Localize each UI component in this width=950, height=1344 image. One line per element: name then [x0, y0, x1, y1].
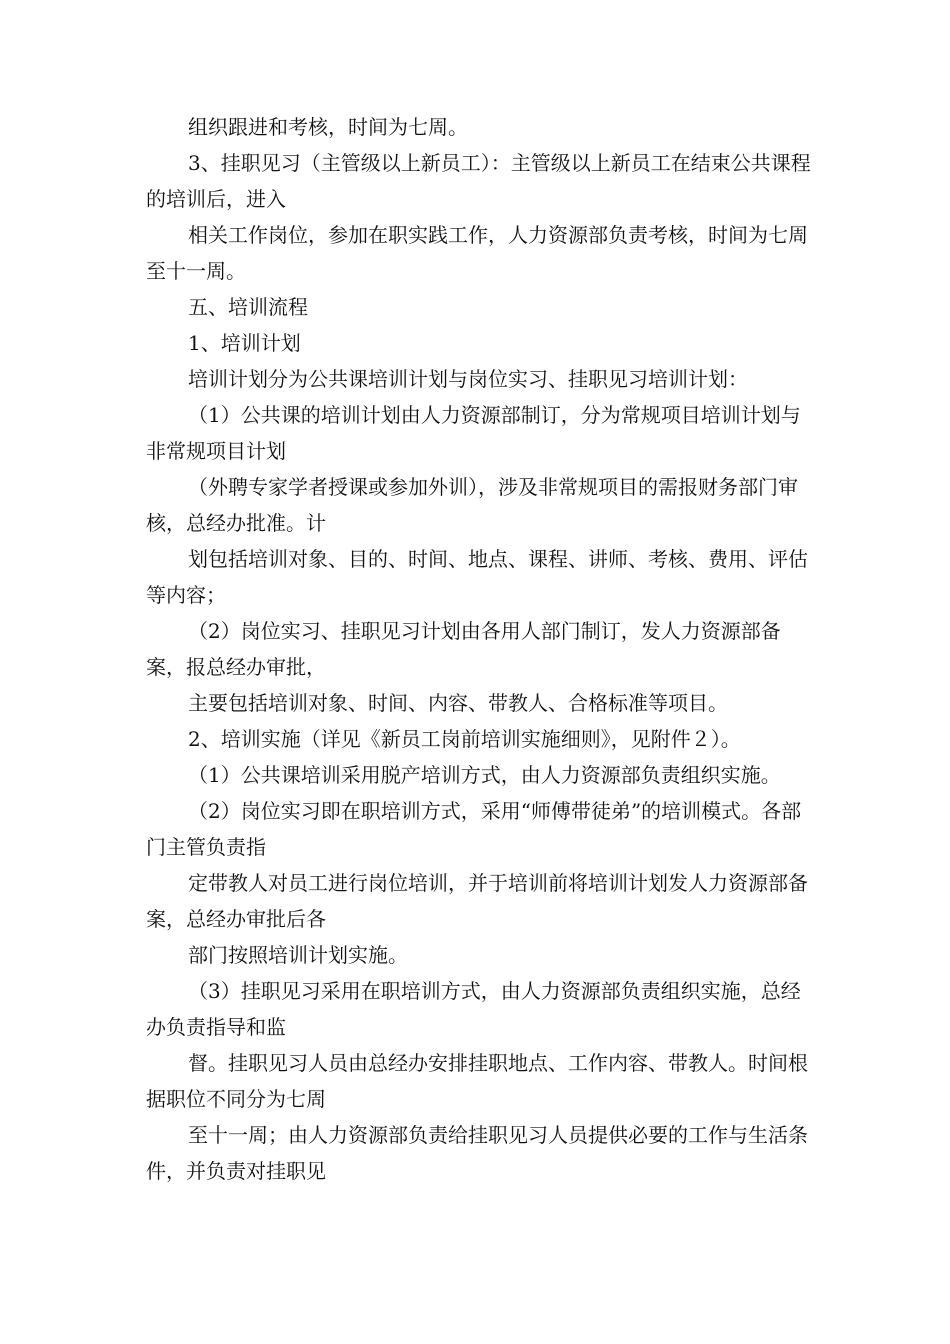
paragraph: （1）公共课的培训计划由人力资源部制订，分为常规项目培训计划与非常规项目计划 — [146, 403, 801, 463]
paragraph: 3、挂职见习（主管级以上新员工）：主管级以上新员工在结束公共课程的培训后，进入 — [146, 151, 811, 211]
paragraph: （2）岗位实习即在职培训方式，采用“师傅带徒弟”的培训模式。各部门主管负责指 — [146, 799, 802, 859]
body-text — [146, 109, 816, 1189]
paragraph: 至十一周；由人力资源部负责给挂职见习人员提供必要的工作与生活条件，并负责对挂职见 — [146, 1123, 808, 1183]
paragraph: （3）挂职见习采用在职培训方式，由人力资源部负责组织实施，总经办负责指导和监 — [146, 979, 801, 1039]
paragraph: （外聘专家学者授课或参加外训），涉及非常规项目的需报财务部门审核，总经办批准。计 — [146, 475, 798, 535]
subsection-heading: 2、培训实施（详见《新员工岗前培训实施细则》，见附件２）。 — [188, 727, 741, 751]
paragraph: 部门按照培训计划实施。 — [188, 943, 408, 967]
section-heading: 五、培训流程 — [188, 295, 308, 319]
paragraph: 督。挂职见习人员由总经办安排挂职地点、工作内容、带教人。时间根据职位不同分为七周 — [146, 1051, 808, 1111]
paragraph: （1）公共课培训采用脱产培训方式，由人力资源部负责组织实施。 — [188, 763, 781, 787]
paragraph: 主要包括培训对象、时间、内容、带教人、合格标准等项目。 — [188, 691, 728, 715]
paragraph: 定带教人对员工进行岗位培训，并于培训前将培训计划发人力资源部备案，总经办审批后各 — [146, 871, 808, 931]
paragraph: 组织跟进和考核，时间为七周。 — [188, 115, 468, 139]
paragraph: 相关工作岗位，参加在职实践工作，人力资源部负责考核，时间为七周至十一周。 — [146, 223, 808, 283]
paragraph: （2）岗位实习、挂职见习计划由各用人部门制订，发人力资源部备案，报总经办审批， — [146, 619, 781, 679]
subsection-heading: 1、培训计划 — [188, 331, 301, 355]
paragraph: 划包括培训对象、目的、时间、地点、课程、讲师、考核、费用、评估等内容； — [146, 547, 808, 607]
paragraph: 培训计划分为公共课培训计划与岗位实习、挂职见习培训计划： — [188, 367, 748, 391]
